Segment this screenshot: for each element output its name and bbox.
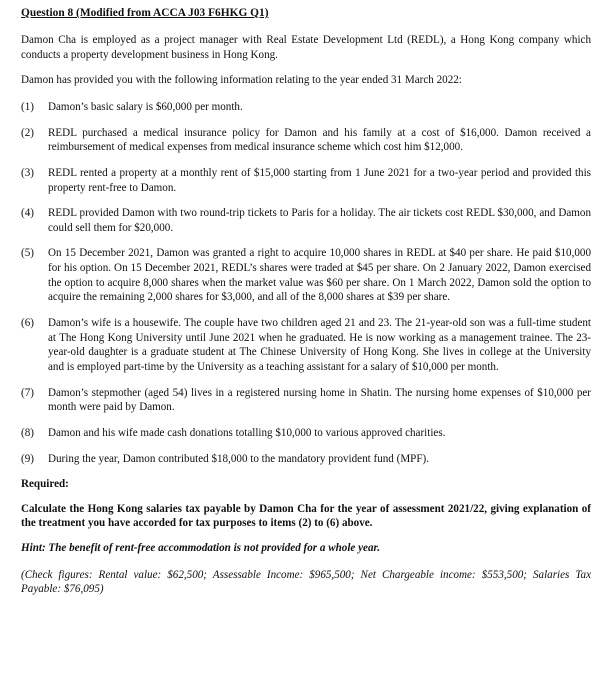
list-item-1	[21, 100, 591, 115]
intro-info-paragraph: Damon has provided you with the following information relating to the year ended 31 March 2022:	[21, 74, 462, 87]
required-task: Calculate the Hong Kong salaries tax payable by Damon Cha for the year of assessment 2021/22, giving explanation of the treatment you have accorded for tax purposes to items (2) to (6) above.	[21, 502, 591, 530]
list-item-6	[21, 316, 591, 375]
item-number: (2)	[21, 126, 34, 139]
item-text: REDL provided Damon with two round-trip tickets to Paris for a holiday. The air tickets cost REDL $30,000, and Damon could sell them for $20,000.	[48, 207, 591, 234]
item-number: (4)	[21, 207, 34, 220]
list-item-2	[21, 126, 591, 155]
item-number: (1)	[21, 100, 34, 113]
item-text: Damon’s basic salary is $60,000 per month.	[48, 100, 243, 113]
item-text: REDL rented a property at a monthly rent of $15,000 starting from 1 June 2021 for a two-year period and provided this property rent-free to Damon.	[48, 166, 591, 194]
required-heading: Required:	[21, 478, 69, 491]
list-item-9	[21, 452, 591, 467]
item-text: REDL purchased a medical insurance policy for Damon and his family at a cost of $16,000. Damon received a reimbursement of medical expenses from medical insurance scheme which cost him $12,000.	[48, 126, 591, 154]
item-text: Damon and his wife made cash donations totalling $10,000 to various approved charities.	[48, 426, 446, 439]
item-text: On 15 December 2021, Damon was granted a right to acquire 10,000 shares in REDL at $40 per share. He paid $10,000 for his option. On 15 December 2021, REDL’s shares were traded at $45 per share. On 2 January 2022, Damon exercised the option to acquire 8,000 shares when the market value was $60 per share. On 1 March 2022, Damon sold the option to acquire the remaining 2,000 shares for $3,000, and all of the 8,000 shares at $39 per share.	[48, 247, 591, 304]
list-item-3	[21, 166, 591, 195]
list-item-4	[21, 206, 591, 235]
question-title: Question 8 (Modified from ACCA J03 F6HKG Q1)	[21, 7, 269, 19]
item-number: (9)	[21, 452, 34, 465]
intro-paragraph: Damon Cha is employed as a project manager with Real Estate Development Ltd (REDL), a Hong Kong company which conducts a property development business in Hong Kong.	[21, 34, 591, 61]
item-text: Damon’s stepmother (aged 54) lives in a registered nursing home in Shatin. The nursing home expenses of $10,000 per month were paid by Damon.	[48, 386, 591, 414]
item-text: Damon’s wife is a housewife. The couple have two children aged 21 and 23. The 21-year-old son was a full-time student at The Hong Kong University until June 2021 when he graduated. He is now working as a management trainee. The 23-year-old daughter is a graduate student at The Chinese University of Hong Kong. She lives in college at the University and is employed part-time by the University as a teaching assistant for a salary of $10,000 per month.	[48, 317, 591, 373]
item-text: During the year, Damon contributed $18,000 to the mandatory provident fund (MPF).	[48, 452, 429, 465]
list-item-8	[21, 426, 591, 441]
item-number: (8)	[21, 426, 34, 439]
list-item-5	[21, 246, 591, 305]
list-item-7	[21, 386, 591, 415]
item-number: (6)	[21, 317, 34, 330]
item-number: (3)	[21, 166, 34, 179]
check-figures: (Check figures: Rental value: $62,500; Assessable Income: $965,500; Net Chargeable income: $553,500; Salaries Tax Payable: $76,095)	[21, 568, 591, 596]
item-number: (5)	[21, 247, 34, 260]
item-number: (7)	[21, 386, 34, 399]
hint-text: Hint: The benefit of rent-free accommodation is not provided for a whole year.	[21, 542, 380, 555]
